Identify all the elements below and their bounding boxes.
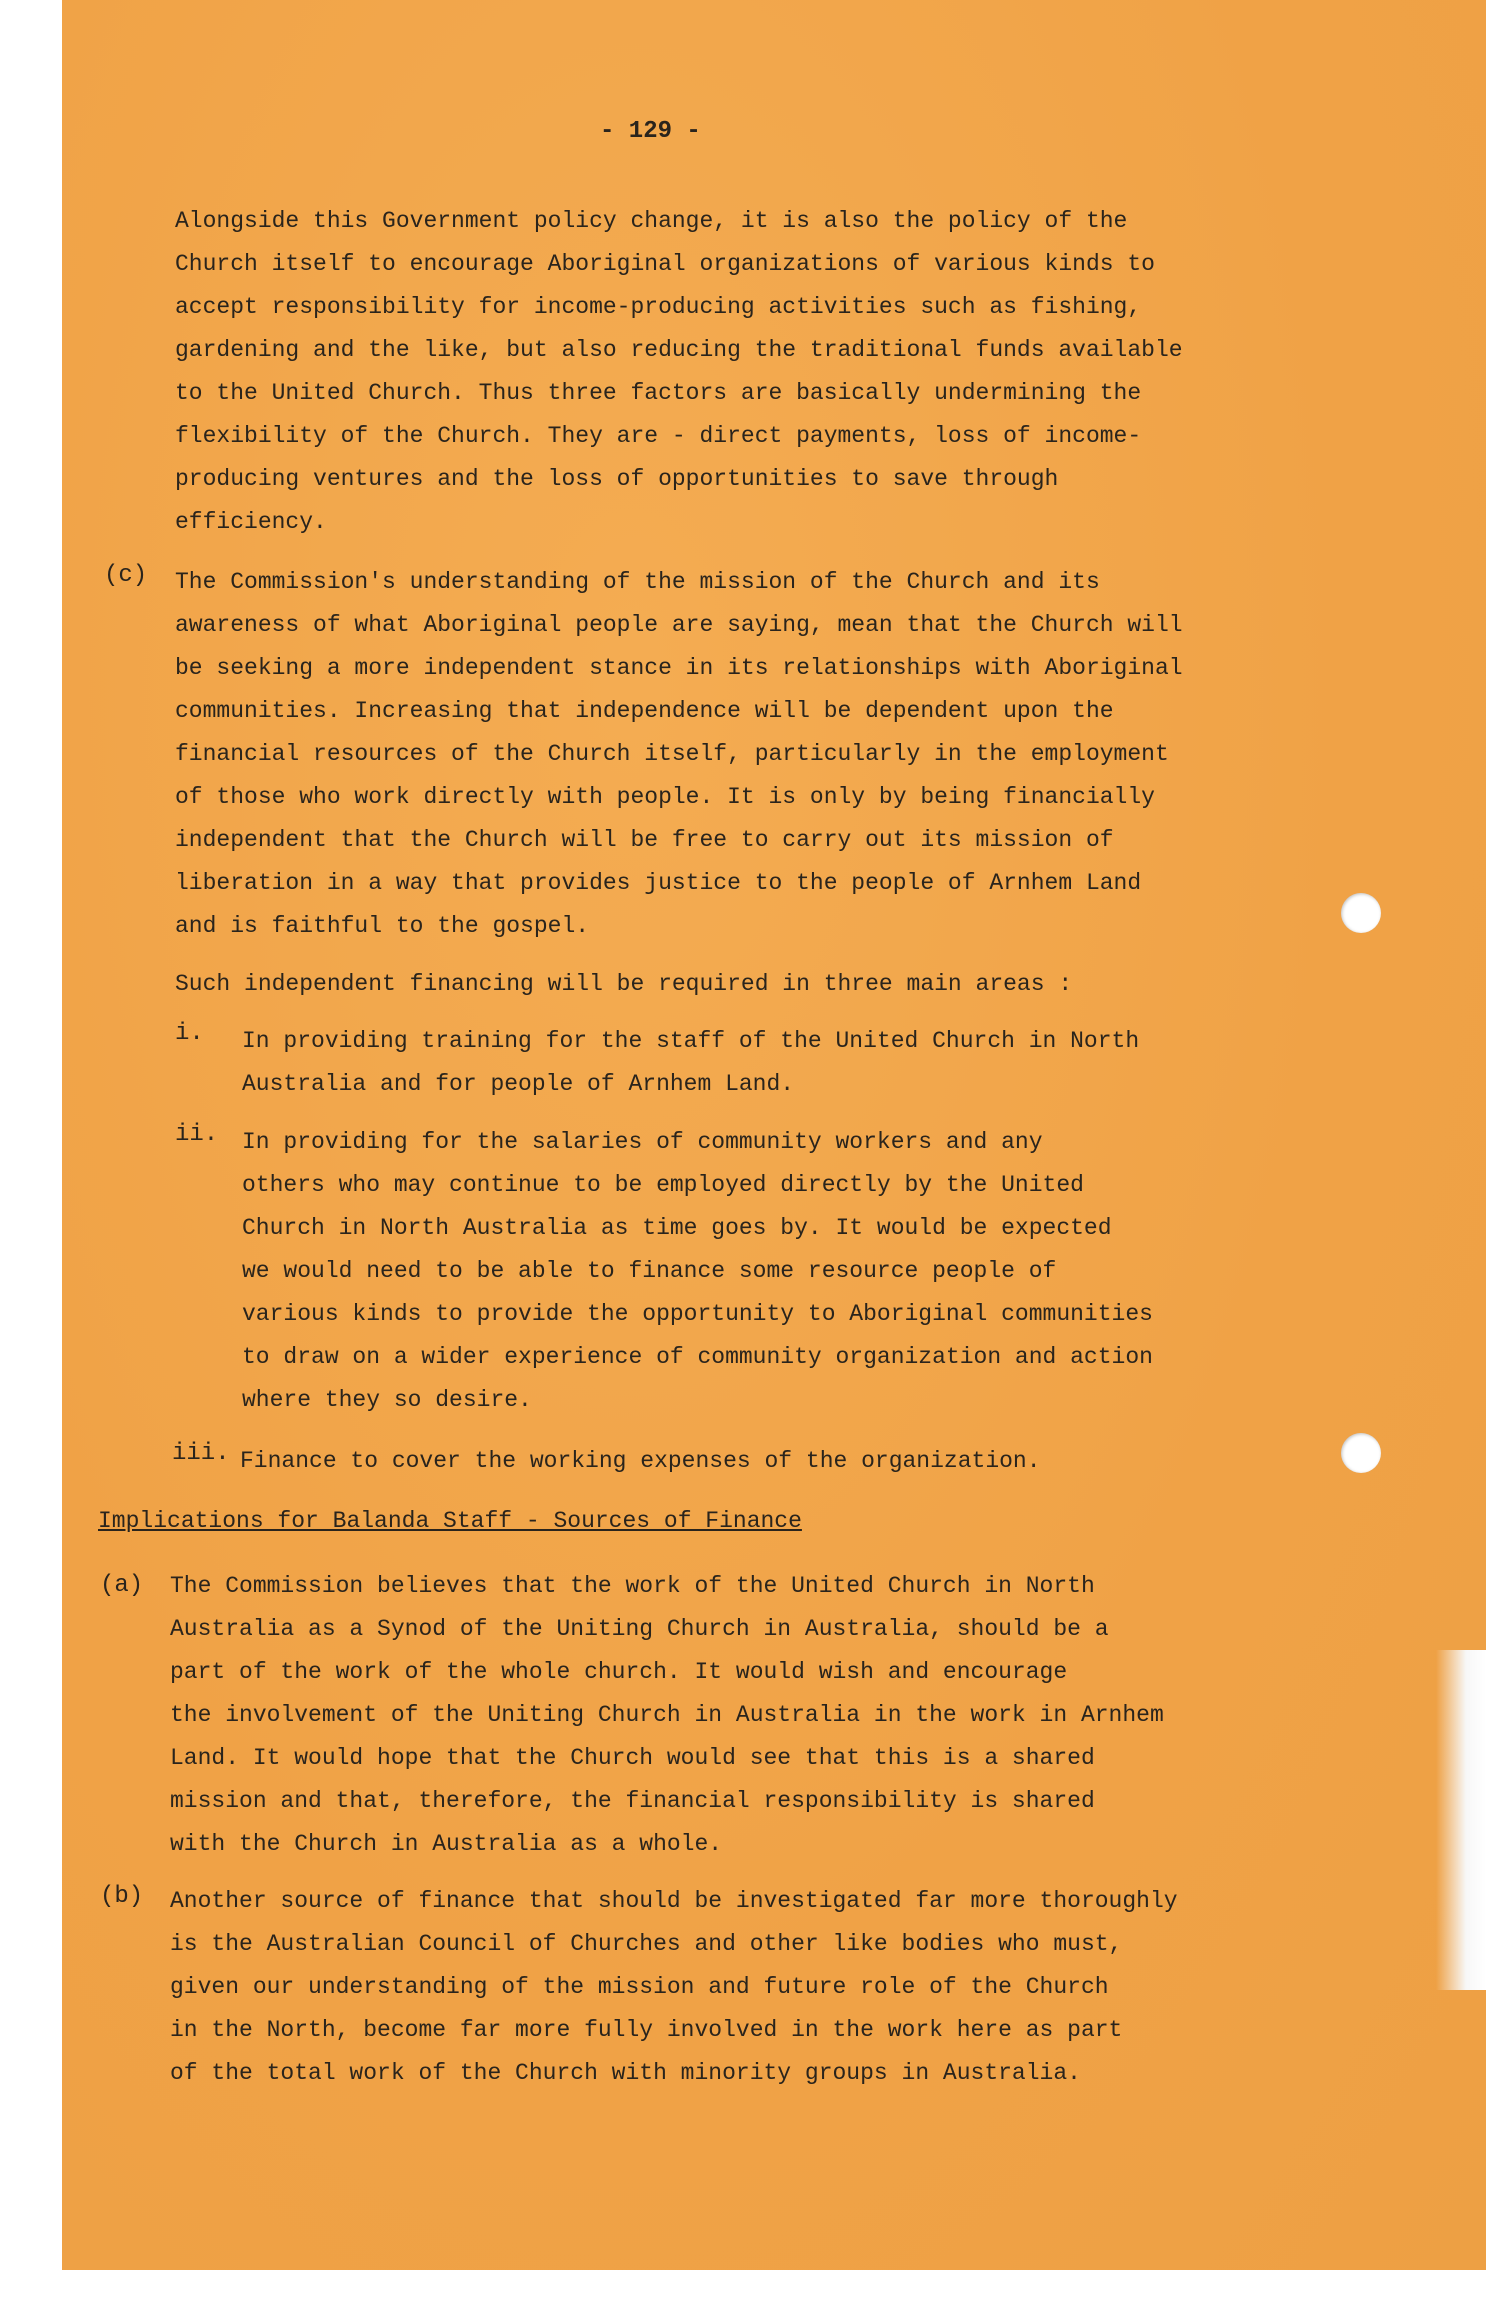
text-line: Alongside this Government policy change, it is also the policy of the [175, 208, 1128, 234]
text-line: in the North, become far more fully involved in the work here as part [170, 2017, 1123, 2043]
text-line: be seeking a more independent stance in its relationships with Aboriginal [175, 655, 1183, 681]
areas-intro: Such independent financing will be required in three main areas : [175, 971, 1073, 997]
text-line: The Commission believes that the work of the United Church in North [170, 1573, 1095, 1599]
punch-hole [1341, 1433, 1381, 1473]
text-line: part of the work of the whole church. It would wish and encourage [170, 1659, 1068, 1685]
text-line: independent that the Church will be free to carry out its mission of [175, 827, 1114, 853]
text-line: Australia and for people of Arnhem Land. [242, 1071, 795, 1097]
intro-paragraph [175, 200, 1183, 544]
text-line: liberation in a way that provides justice to the people of Arnhem Land [175, 870, 1142, 896]
text-line: of the total work of the Church with minority groups in Australia. [170, 2060, 1081, 2086]
text-line: others who may continue to be employed directly by the United [242, 1172, 1084, 1198]
text-line: to draw on a wider experience of community organization and action [242, 1344, 1153, 1370]
text-line: awareness of what Aboriginal people are saying, mean that the Church will [175, 612, 1183, 638]
text-line: we would need to be able to finance some resource people of [242, 1258, 1057, 1284]
text-line: flexibility of the Church. They are - direct payments, loss of income- [175, 423, 1142, 449]
text-line: Land. It would hope that the Church would see that this is a shared [170, 1745, 1095, 1771]
paragraph-marker: (a) [100, 1572, 144, 1599]
list-marker: ii. [175, 1121, 219, 1148]
paragraph-a [170, 1565, 1164, 1866]
paragraph-marker: (c) [104, 562, 148, 589]
list-item [242, 1020, 1139, 1106]
text-line: and is faithful to the gospel. [175, 913, 590, 939]
text-line: where they so desire. [242, 1387, 532, 1413]
punch-hole [1341, 893, 1381, 933]
list-marker: i. [175, 1020, 204, 1047]
text-line: Church in North Australia as time goes by. It would be expected [242, 1215, 1112, 1241]
text-line: In providing training for the staff of the United Church in North [242, 1028, 1140, 1054]
list-marker: iii. [172, 1440, 230, 1467]
page-number: - 129 - [600, 118, 701, 145]
text-line: the involvement of the Uniting Church in Australia in the work in Arnhem [170, 1702, 1164, 1728]
paragraph-marker: (b) [100, 1883, 144, 1910]
text-line: communities. Increasing that independence will be dependent upon the [175, 698, 1114, 724]
paragraph-c [175, 561, 1183, 948]
list-item [240, 1440, 1041, 1483]
text-line: of those who work directly with people. It is only by being financially [175, 784, 1155, 810]
text-line: In providing for the salaries of community workers and any [242, 1129, 1043, 1155]
text-line: Finance to cover the working expenses of the organization. [240, 1448, 1041, 1474]
text-line: is the Australian Council of Churches and other like bodies who must, [170, 1931, 1123, 1957]
list-item [242, 1121, 1153, 1422]
text-line: accept responsibility for income-producing activities such as fishing, [175, 294, 1142, 320]
section-heading: Implications for Balanda Staff - Sources of Finance [98, 1508, 802, 1534]
text-line: Church itself to encourage Aboriginal organizations of various kinds to [175, 251, 1155, 277]
text-line: efficiency. [175, 509, 327, 535]
text-line: to the United Church. Thus three factors are basically undermining the [175, 380, 1142, 406]
text-line: The Commission's understanding of the mission of the Church and its [175, 569, 1100, 595]
text-line: Another source of finance that should be investigated far more thoroughly [170, 1888, 1178, 1914]
text-line: various kinds to provide the opportunity to Aboriginal communities [242, 1301, 1153, 1327]
page-curl-shadow [1436, 1650, 1486, 1990]
text-line: financial resources of the Church itself, particularly in the employment [175, 741, 1169, 767]
text-line: Australia as a Synod of the Uniting Church in Australia, should be a [170, 1616, 1109, 1642]
text-line: with the Church in Australia as a whole. [170, 1831, 723, 1857]
text-line: producing ventures and the loss of opportunities to save through [175, 466, 1059, 492]
text-line: gardening and the like, but also reducing the traditional funds available [175, 337, 1183, 363]
text-line: given our understanding of the mission and future role of the Church [170, 1974, 1109, 2000]
text-line: mission and that, therefore, the financial responsibility is shared [170, 1788, 1095, 1814]
paragraph-b [170, 1880, 1178, 2095]
